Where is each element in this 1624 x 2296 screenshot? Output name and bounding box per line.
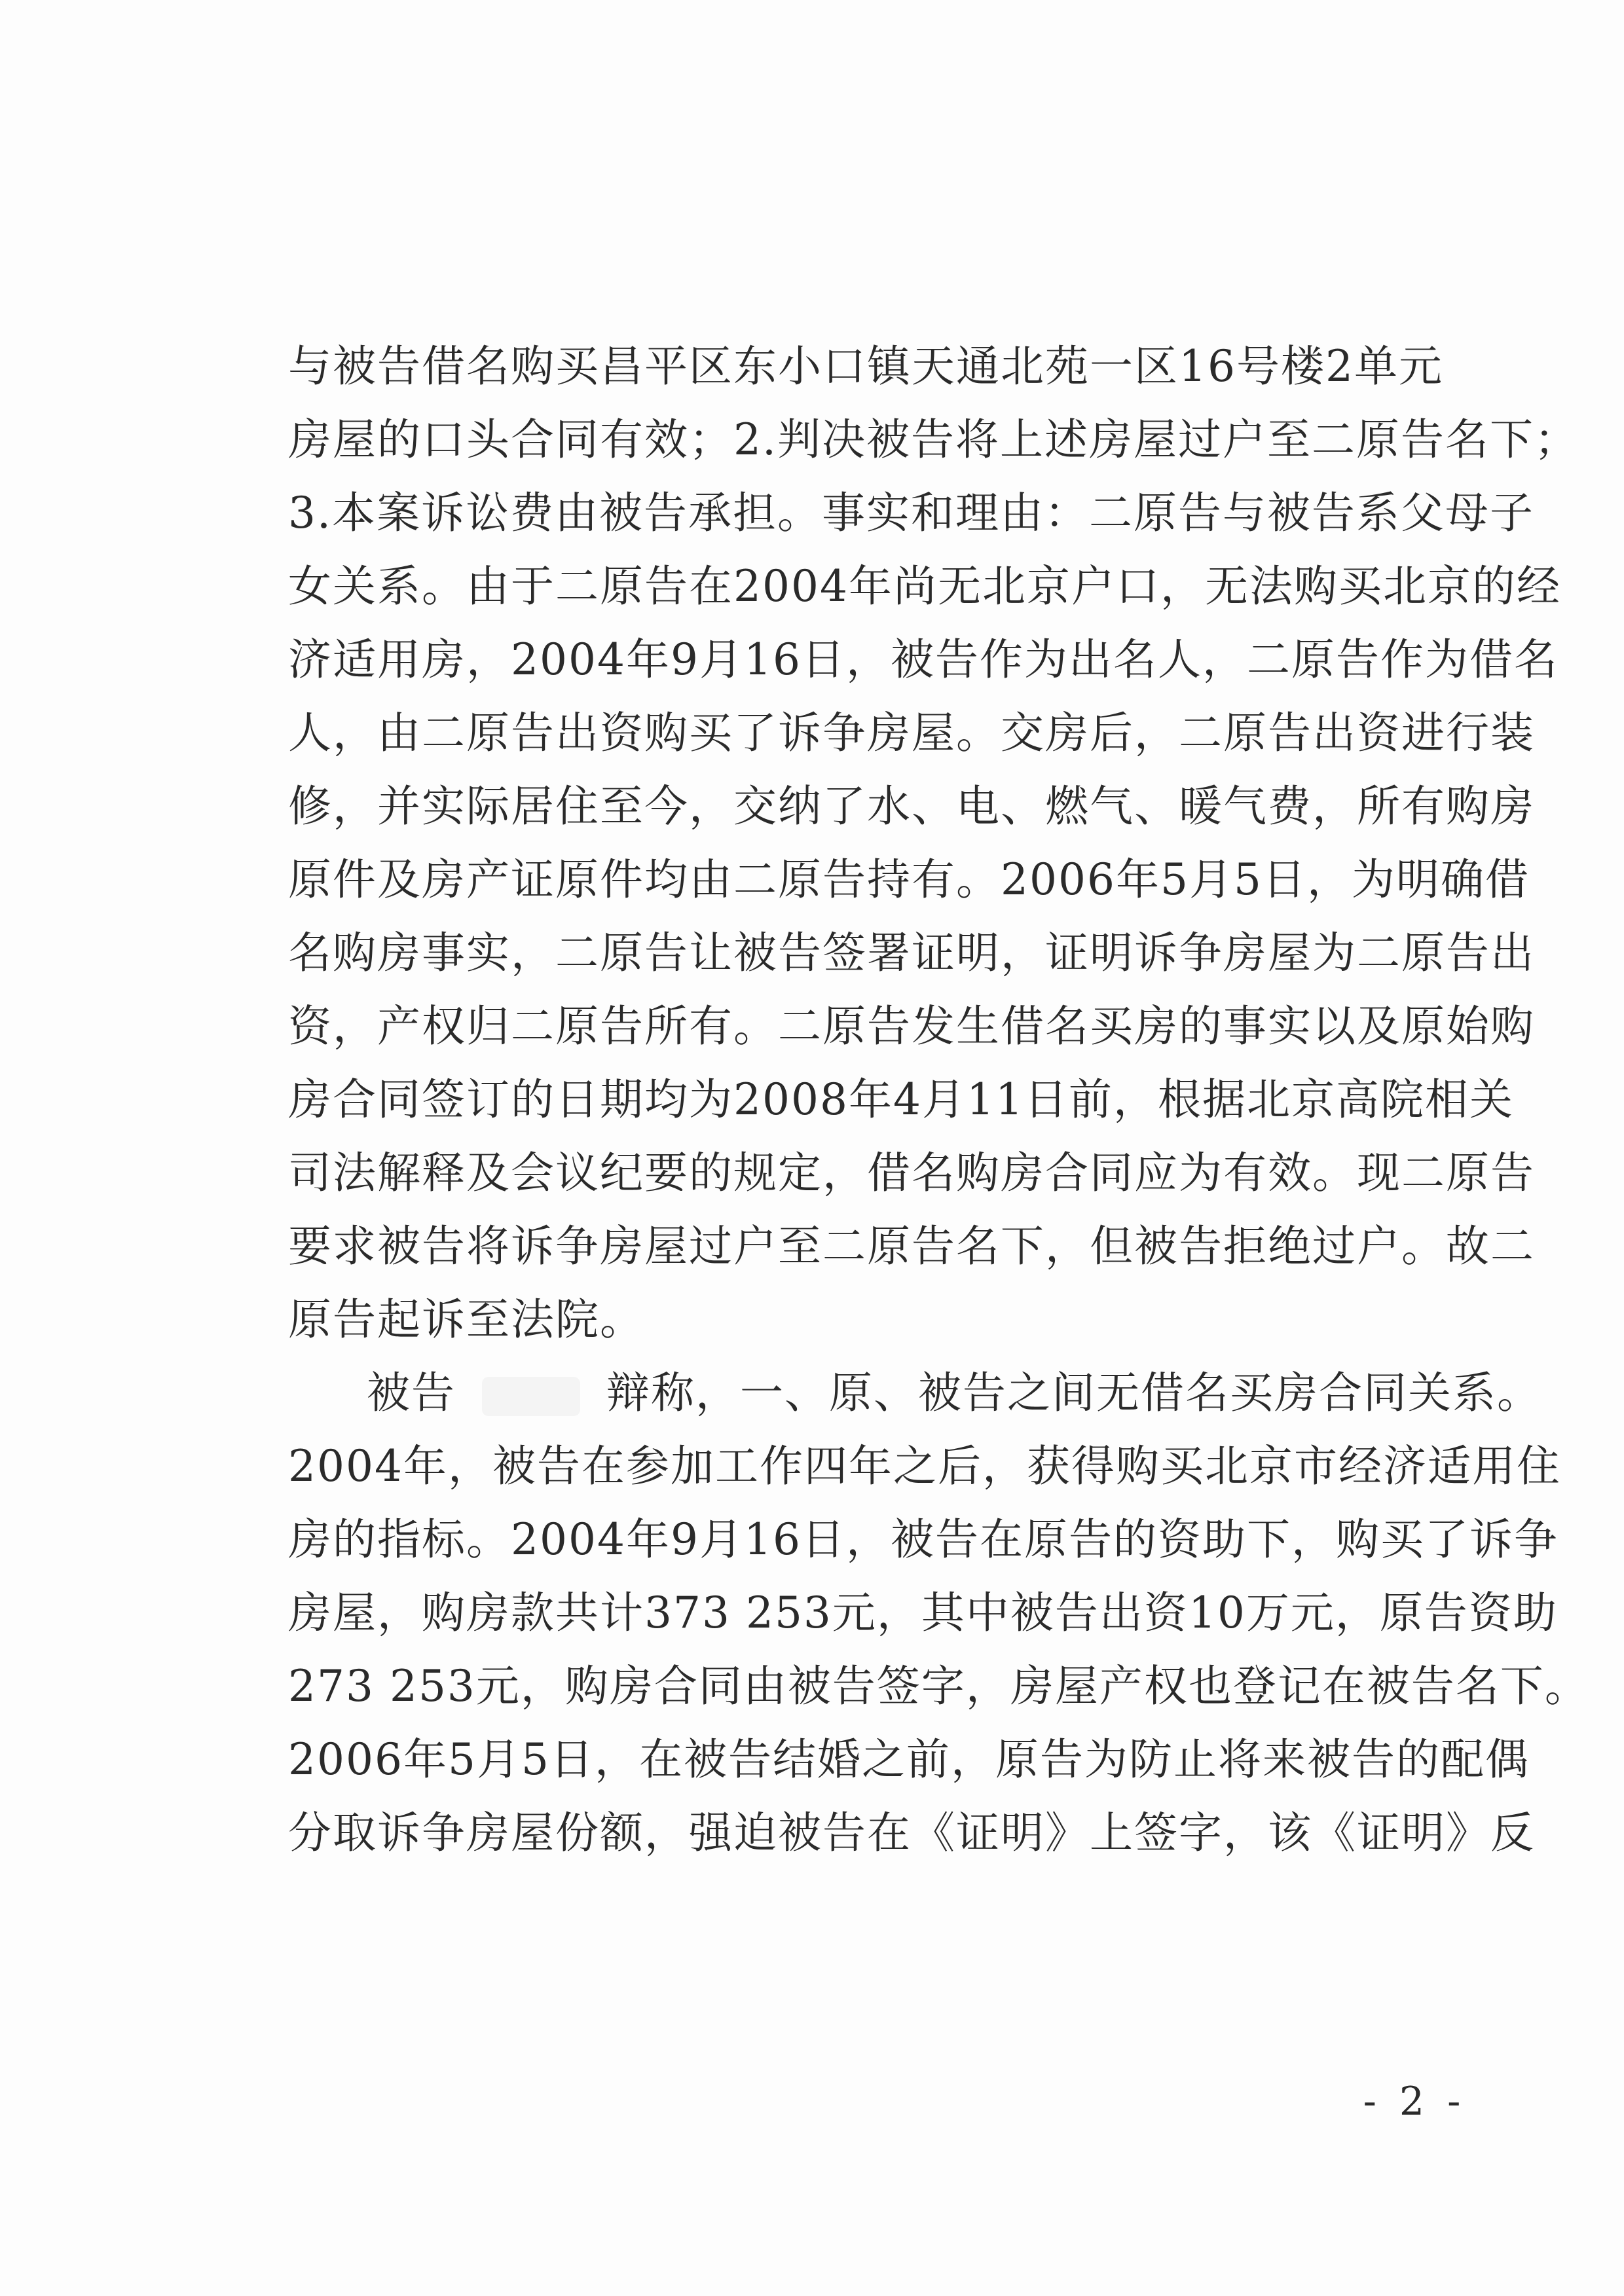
- redacted-name: [482, 1377, 580, 1416]
- text-line: 名购房事实，二原告让被告签署证明，证明诉争房屋为二原告出: [288, 928, 1535, 978]
- text-line: 2006年5月5日，在被告结婚之前，原告为防止将来被告的配偶: [288, 1734, 1530, 1785]
- text-line: 分取诉争房屋份额，强迫被告在《证明》上签字，该《证明》反: [288, 1808, 1535, 1858]
- text-line: 3.本案诉讼费由被告承担。事实和理由：二原告与被告系父母子: [288, 488, 1534, 538]
- defense-text: 辩称，一、原、被告之间无借名买房合同关系。: [606, 1368, 1541, 1418]
- text-line: 房的指标。2004年9月16日，被告在原告的资助下，购买了诉争: [288, 1514, 1559, 1565]
- text-line: 原告起诉至法院。: [288, 1294, 644, 1345]
- text-line: 房合同签订的日期均为2008年4月11日前，根据北京高院相关: [288, 1074, 1514, 1125]
- text-line: 济适用房，2004年9月16日，被告作为出名人，二原告作为借名: [288, 634, 1559, 685]
- text-line: 与被告借名购买昌平区东小口镇天通北苑一区16号楼2单元: [288, 341, 1443, 392]
- text-line: 原件及房产证原件均由二原告持有。2006年5月5日，为明确借: [288, 854, 1530, 905]
- defense-paragraph-start: [367, 1360, 1541, 1426]
- text-line: 资，产权归二原告所有。二原告发生借名买房的事实以及原始购: [288, 1001, 1535, 1051]
- defense-label: 被告: [367, 1368, 456, 1418]
- text-line: 2004年，被告在参加工作四年之后，获得购买北京市经济适用住: [288, 1441, 1561, 1491]
- text-line: 人，由二原告出资购买了诉争房屋。交房后，二原告出资进行装: [288, 708, 1535, 758]
- text-line: 女关系。由于二原告在2004年尚无北京户口，无法购买北京的经: [288, 561, 1561, 611]
- text-line: 房屋，购房款共计373 253元，其中被告出资10万元，原告资助: [288, 1588, 1558, 1638]
- text-line: 修，并实际居住至今，交纳了水、电、燃气、暖气费，所有购房: [288, 781, 1535, 831]
- page-number: - 2 -: [1363, 2079, 1466, 2124]
- text-line: 要求被告将诉争房屋过户至二原告名下，但被告拒绝过户。故二: [288, 1221, 1535, 1271]
- text-line: 273 253元，购房合同由被告签字，房屋产权也登记在被告名下。: [288, 1661, 1589, 1711]
- text-line: 司法解释及会议纪要的规定，借名购房合同应为有效。现二原告: [288, 1148, 1535, 1198]
- text-line: 房屋的口头合同有效；2.判决被告将上述房屋过户至二原告名下；: [288, 414, 1579, 465]
